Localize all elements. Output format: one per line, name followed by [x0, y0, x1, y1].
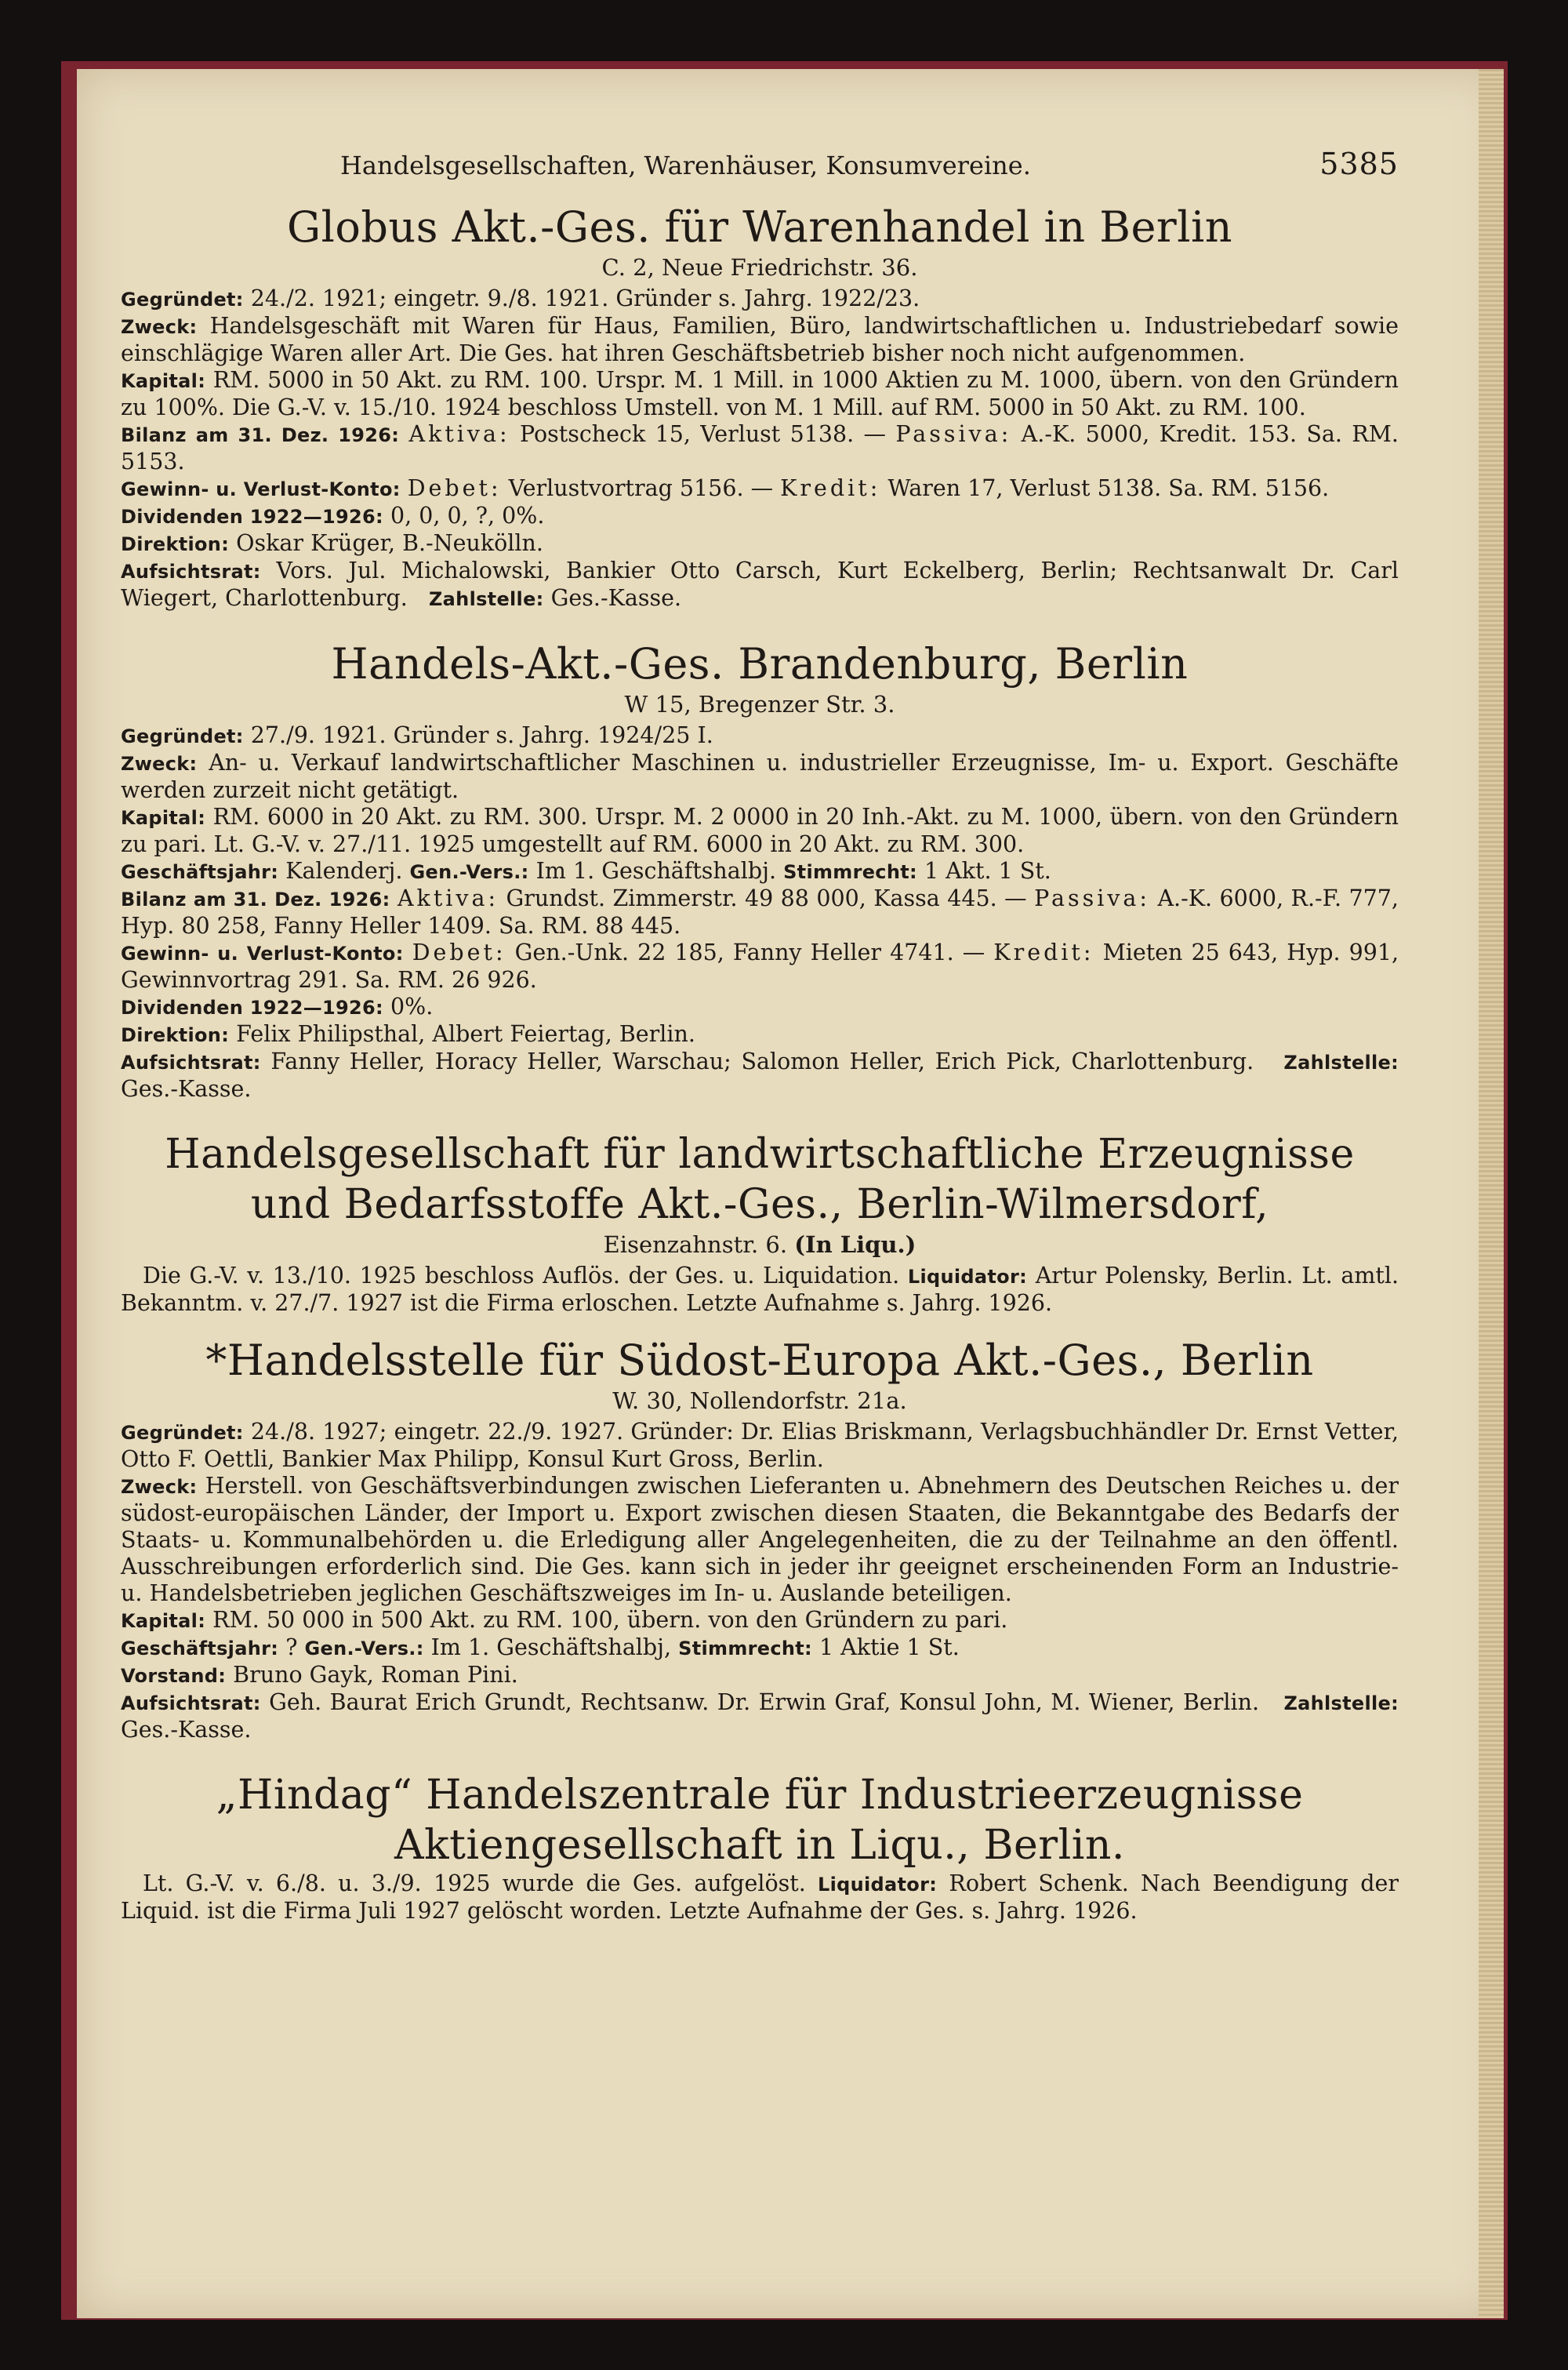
company-title: Handels-Akt.-Ges. Brandenburg, Berlin	[331, 639, 1189, 689]
supervisory-board-text: Fanny Heller, Horacy Heller, Warschau; Salomon Heller, Erich Pick, Charlottenburg.	[270, 1049, 1254, 1074]
label-liabilities: Passiva:	[895, 421, 1012, 447]
label-profit-loss: Gewinn- u. Verlust-Konto:	[121, 943, 404, 965]
management-text: Felix Philipsthal, Albert Feiertag, Berlin.	[236, 1021, 695, 1047]
general-meeting-text: Im 1. Geschäftshalbj.	[535, 858, 777, 884]
label-capital: Kapital:	[121, 807, 206, 829]
label-capital: Kapital:	[121, 370, 206, 392]
liabilities-text: A.-K. 6000, R.-F. 777, Hyp. 80 258, Fanny Heller 1409. Sa. RM. 88 445.	[121, 885, 1399, 939]
company-entry-landwirtschaft	[121, 1129, 1399, 1317]
label-board: Vorstand:	[121, 1665, 227, 1687]
founded-text: 27./9. 1921. Gründer s. Jahrg. 1924/25 I.	[250, 722, 713, 748]
paying-agent-text: Ges.-Kasse.	[121, 1076, 252, 1102]
label-credit: Kredit:	[780, 475, 881, 501]
liquidation-text	[121, 1870, 1399, 1925]
dividends-text: 0, 0, 0, ?, 0%.	[390, 503, 545, 529]
entry-spacer	[121, 1317, 1399, 1336]
credit-text: Waren 17, Verlust 5138. Sa. RM. 5156.	[887, 475, 1330, 501]
capital-line	[121, 1607, 1399, 1634]
company-address: C. 2, Neue Friedrichstr. 36.	[601, 254, 918, 281]
running-header	[121, 147, 1399, 181]
paying-agent-text: Ges.-Kasse.	[550, 585, 682, 611]
label-supervisory-board: Aufsichtsrat:	[121, 1692, 261, 1714]
label-paying-agent: Zahlstelle:	[1283, 1692, 1399, 1714]
capital-text: RM. 6000 in 20 Akt. zu RM. 300. Urspr. M. 2 0000 in 20 Inh.-Akt. zu M. 1000, übern. von den Gründern zu pari. Lt. G.-V. v. 27./11. 1925 umgestellt auf RM. 6000 in 20 Akt. zu RM. 300.	[121, 804, 1399, 857]
paying-agent-text: Ges.-Kasse.	[121, 1717, 252, 1743]
company-title: Globus Akt.-Ges. für Warenhandel in Berlin	[286, 202, 1233, 252]
balance-line	[121, 885, 1399, 940]
profit-loss-line	[121, 940, 1399, 994]
liquidation-text-b: Artur Polensky, Berlin. Lt. amtl. Bekanntm. v. 27./7. 1927 ist die Firma erloschen. Letzte Aufnahme s. Jahrg. 1926.	[121, 1263, 1399, 1316]
general-meeting-text: Im 1. Geschäftshalbj,	[430, 1634, 672, 1660]
label-general-meeting: Gen.-Vers.:	[304, 1638, 424, 1659]
label-management: Direktion:	[121, 533, 230, 555]
supervisory-board-line	[121, 1049, 1399, 1103]
label-general-meeting: Gen.-Vers.:	[409, 861, 529, 883]
founded-line	[121, 722, 1399, 750]
label-paying-agent: Zahlstelle:	[428, 588, 544, 610]
label-founded: Gegründet:	[121, 725, 244, 747]
debit-text: Gen.-Unk. 22 185, Fanny Heller 4741. —	[514, 940, 985, 965]
label-voting-right: Stimmrecht:	[783, 861, 917, 883]
label-founded: Gegründet:	[121, 289, 244, 311]
company-title-line-1: „Hindag“ Handelszentrale für Industrieerzeugnisse	[216, 1772, 1304, 1819]
fiscal-year-text: ?	[285, 1634, 298, 1660]
founded-line	[121, 1419, 1399, 1473]
label-debit: Debet:	[407, 475, 502, 501]
entry-spacer	[121, 1743, 1399, 1770]
book-page	[77, 69, 1504, 2318]
liquidation-status: (In Liqu.)	[794, 1231, 916, 1258]
company-address-line	[121, 1231, 1399, 1258]
founded-text: 24./8. 1927; eingetr. 22./9. 1927. Gründer: Dr. Elias Briskmann, Verlagsbuchhändler Dr. Ernst Vetter, Otto F. Oettli, Bankier Max Philipp, Konsul Kurt Gross, Berlin.	[121, 1419, 1399, 1472]
supervisory-board-line	[121, 558, 1399, 612]
company-entry-suedost-europa	[121, 1336, 1399, 1743]
purpose-text: Handelsgeschäft mit Waren für Haus, Familien, Büro, landwirtschaftlichen u. Industriebedarf sowie einschlägige Waren aller Art. Die Ges. hat ihren Geschäftsbetrieb bisher noch nicht aufgenommen.	[121, 313, 1399, 366]
liabilities-text: A.-K. 5000, Kredit. 153. Sa. RM. 5153.	[121, 421, 1399, 474]
label-purpose: Zweck:	[121, 1476, 198, 1498]
debit-text: Verlustvortrag 5156. —	[508, 475, 774, 501]
label-profit-loss: Gewinn- u. Verlust-Konto:	[121, 478, 401, 500]
label-purpose: Zweck:	[121, 753, 198, 775]
label-founded: Gegründet:	[121, 1422, 244, 1444]
dividends-text: 0%.	[390, 994, 434, 1020]
liquidation-text-b: Robert Schenk. Nach Beendigung der Liquid. ist die Firma Juli 1927 gelöscht worden. Letzte Aufnahme der Ges. s. Jahrg. 1926.	[121, 1870, 1399, 1924]
label-management: Direktion:	[121, 1024, 230, 1046]
management-line	[121, 1021, 1399, 1049]
label-liabilities: Passiva:	[1034, 885, 1151, 911]
voting-right-text: 1 Aktie 1 St.	[818, 1634, 960, 1660]
company-title-line-2: Aktiengesellschaft in Liqu., Berlin.	[394, 1822, 1125, 1869]
capital-line	[121, 804, 1399, 858]
fiscal-year-line	[121, 858, 1399, 885]
supervisory-board-line	[121, 1689, 1399, 1743]
liquidation-text-a: Lt. G.-V. v. 6./8. u. 3./9. 1925 wurde die Ges. aufgelöst.	[143, 1870, 806, 1896]
running-header-title: Handelsgesellschaften, Warenhäuser, Konsumvereine.	[340, 151, 1031, 180]
label-credit: Kredit:	[993, 940, 1094, 965]
management-text: Oskar Krüger, B.-Neukölln.	[236, 530, 543, 556]
label-fiscal-year: Geschäftsjahr:	[121, 861, 279, 883]
purpose-line	[121, 313, 1399, 367]
entry-spacer	[121, 612, 1399, 639]
label-dividends: Dividenden 1922—1926:	[121, 506, 383, 528]
capital-text: RM. 50 000 in 500 Akt. zu RM. 100, übern. von den Gründern zu pari.	[212, 1607, 1008, 1633]
assets-text: Grundst. Zimmerstr. 49 88 000, Kassa 445. —	[506, 885, 1027, 911]
label-fiscal-year: Geschäftsjahr:	[121, 1638, 279, 1659]
page-number: 5385	[1319, 147, 1399, 181]
label-supervisory-board: Aufsichtsrat:	[121, 1052, 261, 1074]
label-purpose: Zweck:	[121, 316, 198, 338]
label-liquidator: Liquidator:	[907, 1266, 1027, 1288]
entry-spacer	[121, 1103, 1399, 1129]
capital-line	[121, 367, 1399, 421]
company-title-line-2: und Bedarfsstoffe Akt.-Ges., Berlin-Wilmersdorf,	[250, 1181, 1269, 1228]
label-balance: Bilanz am 31. Dez. 1926:	[121, 424, 400, 446]
board-line	[121, 1662, 1399, 1689]
credit-text: Mieten 25 643, Hyp. 991, Gewinnvortrag 291. Sa. RM. 26 926.	[121, 940, 1399, 993]
label-balance: Bilanz am 31. Dez. 1926:	[121, 889, 390, 911]
board-text: Bruno Gayk, Roman Pini.	[233, 1662, 518, 1688]
company-address: W. 30, Nollendorfstr. 21a.	[612, 1387, 907, 1414]
fiscal-year-text: Kalenderj.	[285, 858, 403, 884]
label-dividends: Dividenden 1922—1926:	[121, 997, 383, 1019]
label-debit: Debet:	[412, 940, 506, 965]
label-voting-right: Stimmrecht:	[678, 1638, 812, 1659]
profit-loss-line	[121, 475, 1399, 503]
capital-text: RM. 5000 in 50 Akt. zu RM. 100. Urspr. M. 1 Mill. in 1000 Aktien zu M. 1000, übern. von den Gründern zu 100%. Die G.-V. v. 15./10. 1924 beschloss Umstell. von M. 1 Mill. auf RM. 5000 in 50 Akt. zu RM. 100.	[121, 367, 1399, 420]
voting-right-text: 1 Akt. 1 St.	[924, 858, 1051, 884]
purpose-line	[121, 1473, 1399, 1607]
fiscal-year-line	[121, 1634, 1399, 1662]
liquidation-text	[121, 1263, 1399, 1317]
liquidation-text-a: Die G.-V. v. 13./10. 1925 beschloss Auflös. der Ges. u. Liquidation.	[143, 1263, 900, 1289]
dividends-line	[121, 994, 1399, 1021]
page-edge	[1479, 69, 1504, 2318]
company-title-line-1: Handelsgesellschaft für landwirtschaftliche Erzeugnisse	[165, 1131, 1355, 1178]
company-entry-hindag	[121, 1770, 1399, 1925]
management-line	[121, 530, 1399, 558]
company-entry-globus	[121, 202, 1399, 612]
label-liquidator: Liquidator:	[818, 1874, 938, 1896]
company-address: Eisenzahnstr. 6.	[603, 1231, 788, 1258]
supervisory-board-text: Vors. Jul. Michalowski, Bankier Otto Carsch, Kurt Eckelberg, Berlin; Rechtsanwalt Dr. Carl Wiegert, Charlottenburg.	[121, 558, 1399, 611]
label-paying-agent: Zahlstelle:	[1283, 1052, 1399, 1074]
purpose-text: Herstell. von Geschäftsverbindungen zwischen Lieferanten u. Abnehmern des Deutschen Reiches u. der südost-europäischen Länder, der Import u. Export zwischen diesen Staaten, die Bekanntgabe des Bedarfs der Staats- u. Kommunalbehörden u. die Erledigung aller Angelegenheiten, die zu der Teilnahme an den öffentl. Ausschreibungen erforderlich sind. Die Ges. kann sich in jeder ihr geeignet erscheinenden Form an Industrie- u. Handelsbetrieben jeglichen Geschäftszweiges im In- u. Auslande beteiligen.	[121, 1473, 1399, 1606]
label-supervisory-board: Aufsichtsrat:	[121, 561, 261, 583]
founded-line	[121, 285, 1399, 313]
label-assets: Aktiva:	[408, 421, 510, 447]
label-capital: Kapital:	[121, 1610, 206, 1632]
label-assets: Aktiva:	[397, 885, 499, 911]
assets-text: Postscheck 15, Verlust 5138. —	[519, 421, 887, 447]
page-content	[121, 147, 1399, 1925]
supervisory-board-text: Geh. Baurat Erich Grundt, Rechtsanw. Dr. Erwin Graf, Konsul John, M. Wiener, Berlin.	[269, 1689, 1260, 1715]
balance-line	[121, 421, 1399, 475]
purpose-line	[121, 750, 1399, 804]
purpose-text: An- u. Verkauf landwirtschaftlicher Maschinen u. industrieller Erzeugnisse, Im- u. Export. Geschäfte werden zurzeit nicht getätigt.	[121, 750, 1399, 803]
company-address: W 15, Bregenzer Str. 3.	[624, 691, 895, 718]
founded-text: 24./2. 1921; eingetr. 9./8. 1921. Gründer s. Jahrg. 1922/23.	[250, 285, 920, 311]
dividends-line	[121, 503, 1399, 530]
company-title: *Handelsstelle für Südost-Europa Akt.-Ges., Berlin	[205, 1336, 1314, 1385]
company-entry-brandenburg	[121, 639, 1399, 1103]
